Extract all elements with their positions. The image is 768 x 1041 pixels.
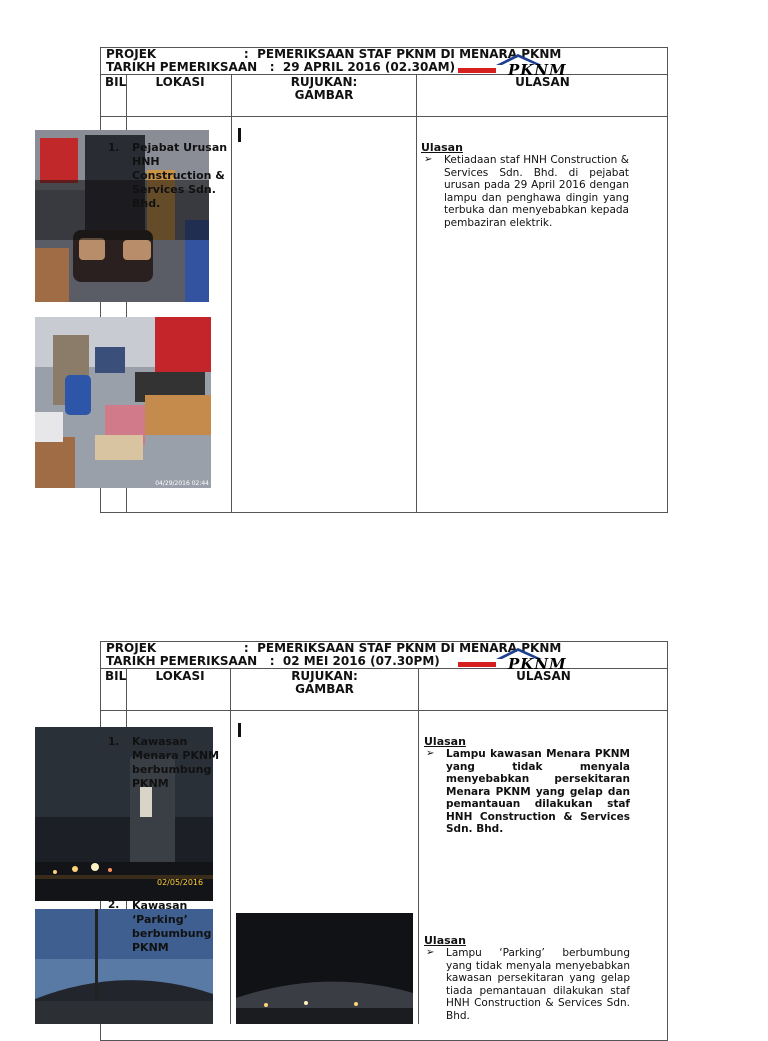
divider <box>416 74 417 513</box>
row-lokasi: Pejabat Urusan HNH Construction & Services Sdn. Bhd. <box>132 141 228 210</box>
col-ulasan-header: ULASAN <box>515 75 570 89</box>
ulasan-item <box>426 748 630 836</box>
arrow-bullet-icon: ➢ <box>426 947 435 958</box>
row-number: 1. <box>108 736 120 748</box>
date-header: TARIKH PEMERIKSAAN : 02 MEI 2016 (07.30PM) <box>106 654 440 668</box>
project-header: PROJEK : PEMERIKSAAN STAF PKNM DI MENARA PKNM <box>106 641 562 655</box>
text-cursor <box>238 128 241 142</box>
ulasan-text: Lampu ‘Parking’ berbumbung yang tidak menyala menyebabkan kawasan persekitaran yang gelap tiada pemantauan dilakukan staf HNH Construction & Services Sdn. Bhd. <box>446 947 630 1022</box>
col-bil-header: BIL <box>105 75 127 89</box>
ulasan-text: Lampu kawasan Menara PKNM yang tidak menyala menyebabkan persekitaran Menara PKNM yang gelap dan pemantauan dilakukan staf HNH Construction & Services Sdn. Bhd. <box>446 748 630 835</box>
arrow-bullet-icon: ➢ <box>424 154 433 165</box>
row-lokasi: Kawasan ‘Parking’ berbumbung PKNM <box>132 899 212 954</box>
ulasan-title: Ulasan <box>424 735 466 748</box>
col-lokasi-header: LOKASI <box>155 75 205 89</box>
divider <box>100 116 668 117</box>
ulasan-title: Ulasan <box>424 934 466 947</box>
ulasan-text: Ketiadaan staf HNH Construction & Services Sdn. Bhd. di pejabat urusan pada 29 April 2016 dengan lampu dan penghawa dingin yang terbuka dan menyebabkan kepada pembaziran elektrik. <box>444 154 629 229</box>
col-bil-header: BIL <box>105 669 127 683</box>
office-desk-photo <box>35 317 211 488</box>
photo-date-stamp: 02/05/2016 <box>157 878 204 887</box>
logo-wordmark: PKNM <box>508 61 567 78</box>
text-cursor <box>238 723 241 737</box>
divider <box>231 74 232 513</box>
ulasan-title: Ulasan <box>421 141 463 154</box>
date-header: TARIKH PEMERIKSAAN : 29 APRIL 2016 (02.30AM) <box>106 60 456 74</box>
project-header: PROJEK : PEMERIKSAAN STAF PKNM DI MENARA PKNM <box>106 47 562 61</box>
divider <box>230 668 231 1024</box>
arrow-bullet-icon: ➢ <box>426 748 435 759</box>
row-number: 1. <box>108 142 120 154</box>
row-lokasi: Kawasan Menara PKNM berbumbung PKNM <box>132 735 220 790</box>
parking-night-photo <box>236 913 413 1024</box>
col-rujukan-header: RUJUKAN: GAMBAR <box>290 75 358 102</box>
divider <box>100 710 668 711</box>
row-number: 2. <box>108 899 120 911</box>
col-ulasan-header: ULASAN <box>516 669 571 683</box>
col-rujukan-header: RUJUKAN: GAMBAR <box>291 669 358 696</box>
logo-wordmark: PKNM <box>508 655 567 672</box>
ulasan-item <box>424 154 629 229</box>
col-lokasi-header: LOKASI <box>155 669 205 683</box>
photo-timestamp: 04/29/2016 02:44 <box>155 480 209 487</box>
divider <box>418 668 419 1024</box>
ulasan-item <box>426 947 630 1022</box>
